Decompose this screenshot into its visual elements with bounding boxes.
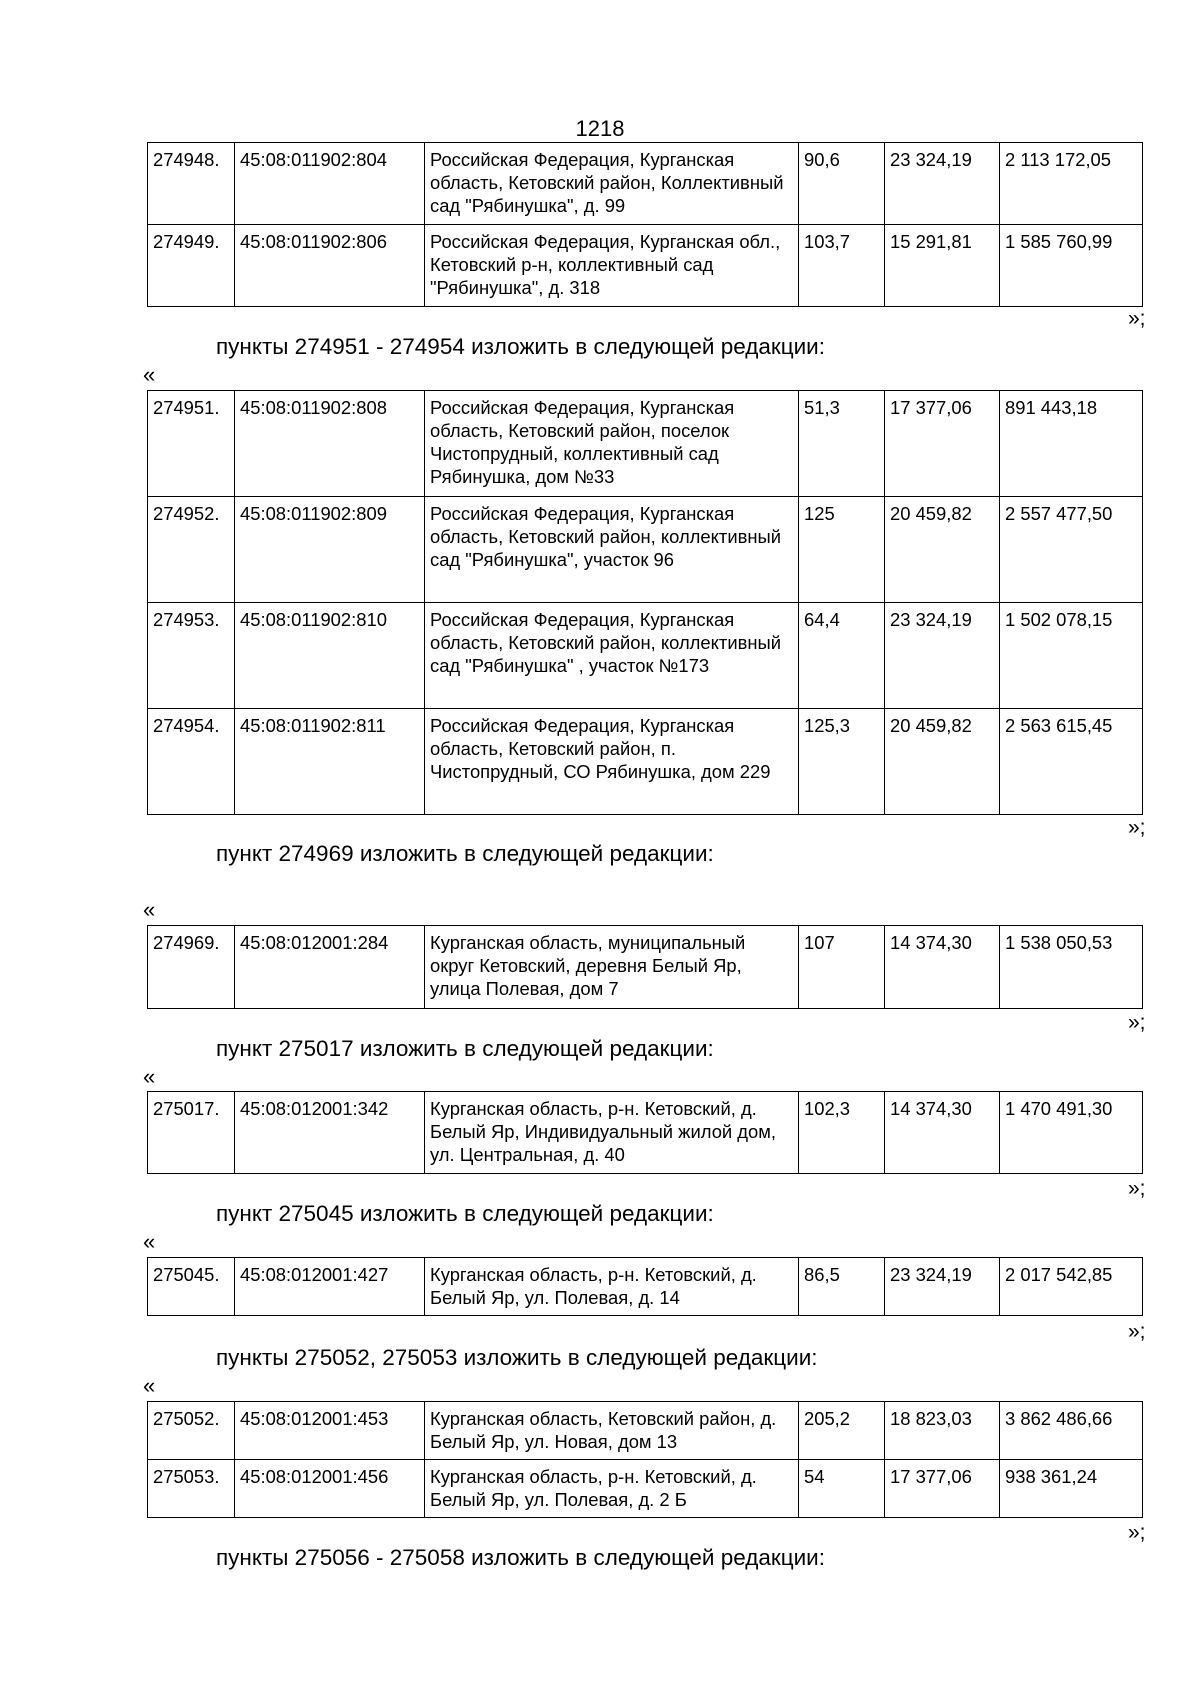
table-row (148, 1092, 1143, 1174)
table-row (148, 143, 1143, 225)
row-number: 274969. (148, 926, 235, 1009)
table-row (148, 391, 1143, 497)
area: 205,2 (799, 1402, 885, 1460)
row-number: 274949. (148, 225, 235, 307)
table-row (148, 709, 1143, 815)
area: 90,6 (799, 143, 885, 225)
address: Российская Федерация, Курганская область, Кетовский район, коллективный сад "Рябинушка" , участок №173 (425, 603, 799, 709)
closing-quote-mark: »; (1128, 1177, 1146, 1200)
cadastral-value: 891 443,18 (1000, 391, 1143, 497)
area: 107 (799, 926, 885, 1009)
row-number: 275053. (148, 1460, 235, 1518)
amendment-instruction: пункт 275017 изложить в следующей редакции: (216, 1036, 714, 1061)
address: Российская Федерация, Курганская область, Кетовский район, поселок Чистопрудный, коллективный сад Рябинушка, дом №33 (425, 391, 799, 497)
row-number: 274951. (148, 391, 235, 497)
address: Курганская область, муниципальный округ Кетовский, деревня Белый Яр, улица Полевая, дом 7 (425, 926, 799, 1009)
cadastral-value: 1 502 078,15 (1000, 603, 1143, 709)
cadastral-number: 45:08:012001:342 (235, 1092, 425, 1174)
row-number: 274954. (148, 709, 235, 815)
closing-quote-mark: »; (1128, 1011, 1146, 1034)
cadastral-value: 3 862 486,66 (1000, 1402, 1143, 1460)
address: Курганская область, р-н. Кетовский, д. Белый Яр, Индивидуальный жилой дом, ул. Центральная, д. 40 (425, 1092, 799, 1174)
area: 125 (799, 497, 885, 603)
cadastral-value: 1 585 760,99 (1000, 225, 1143, 307)
cadastral-number: 45:08:012001:427 (235, 1258, 425, 1316)
row-number: 275052. (148, 1402, 235, 1460)
address: Курганская область, р-н. Кетовский, д. Белый Яр, ул. Полевая, д. 2 Б (425, 1460, 799, 1518)
opening-quote-mark: « (143, 1373, 156, 1398)
opening-quote-mark: « (143, 1064, 156, 1089)
area: 54 (799, 1460, 885, 1518)
property-table-1 (147, 390, 1143, 815)
unit-price: 23 324,19 (885, 1258, 1000, 1316)
unit-price: 20 459,82 (885, 709, 1000, 815)
cadastral-number: 45:08:011902:804 (235, 143, 425, 225)
row-number: 275045. (148, 1258, 235, 1316)
cadastral-value: 2 563 615,45 (1000, 709, 1143, 815)
closing-quote-mark: »; (1128, 307, 1146, 330)
property-table-4 (147, 1257, 1143, 1316)
unit-price: 17 377,06 (885, 391, 1000, 497)
address: Российская Федерация, Курганская область, Кетовский район, п. Чистопрудный, СО Рябинушка, дом 229 (425, 709, 799, 815)
address: Российская Федерация, Курганская область, Кетовский район, Коллективный сад "Рябинушка", д. 99 (425, 143, 799, 225)
opening-quote-mark: « (143, 1229, 156, 1254)
table-row (148, 225, 1143, 307)
address: Курганская область, р-н. Кетовский, д. Белый Яр, ул. Полевая, д. 14 (425, 1258, 799, 1316)
cadastral-value: 1 470 491,30 (1000, 1092, 1143, 1174)
area: 103,7 (799, 225, 885, 307)
address: Курганская область, Кетовский район, д. Белый Яр, ул. Новая, дом 13 (425, 1402, 799, 1460)
table-row (148, 1258, 1143, 1316)
cadastral-value: 2 017 542,85 (1000, 1258, 1143, 1316)
cadastral-value: 1 538 050,53 (1000, 926, 1143, 1009)
unit-price: 23 324,19 (885, 143, 1000, 225)
opening-quote-mark: « (143, 362, 156, 387)
closing-quote-mark: »; (1128, 1521, 1146, 1544)
unit-price: 15 291,81 (885, 225, 1000, 307)
unit-price: 17 377,06 (885, 1460, 1000, 1518)
cadastral-number: 45:08:011902:806 (235, 225, 425, 307)
address: Российская Федерация, Курганская обл., Кетовский р-н, коллективный сад "Рябинушка", д. 318 (425, 225, 799, 307)
row-number: 274948. (148, 143, 235, 225)
property-table-3 (147, 1091, 1143, 1174)
closing-quote-mark: »; (1128, 1320, 1146, 1343)
row-number: 274953. (148, 603, 235, 709)
cadastral-number: 45:08:011902:810 (235, 603, 425, 709)
table-row (148, 1460, 1143, 1518)
cadastral-number: 45:08:012001:456 (235, 1460, 425, 1518)
amendment-instruction: пункт 274969 изложить в следующей редакции: (216, 841, 714, 866)
unit-price: 18 823,03 (885, 1402, 1000, 1460)
page-number: 1218 (575, 116, 625, 141)
amendment-instruction: пункты 275052, 275053 изложить в следующей редакции: (216, 1345, 818, 1370)
cadastral-value: 2 557 477,50 (1000, 497, 1143, 603)
address: Российская Федерация, Курганская область, Кетовский район, коллективный сад "Рябинушка", участок 96 (425, 497, 799, 603)
row-number: 275017. (148, 1092, 235, 1174)
table-row (148, 603, 1143, 709)
cadastral-number: 45:08:011902:809 (235, 497, 425, 603)
cadastral-value: 2 113 172,05 (1000, 143, 1143, 225)
area: 64,4 (799, 603, 885, 709)
unit-price: 14 374,30 (885, 926, 1000, 1009)
property-table-0 (147, 142, 1143, 307)
unit-price: 20 459,82 (885, 497, 1000, 603)
property-table-2 (147, 925, 1143, 1009)
opening-quote-mark: « (143, 897, 156, 922)
property-table-5 (147, 1401, 1143, 1518)
closing-quote-mark: »; (1128, 816, 1146, 839)
area: 86,5 (799, 1258, 885, 1316)
area: 51,3 (799, 391, 885, 497)
unit-price: 23 324,19 (885, 603, 1000, 709)
area: 102,3 (799, 1092, 885, 1174)
table-row (148, 1402, 1143, 1460)
area: 125,3 (799, 709, 885, 815)
amendment-instruction: пункт 275045 изложить в следующей редакции: (216, 1201, 714, 1226)
amendment-instruction: пункты 275056 - 275058 изложить в следующей редакции: (216, 1545, 826, 1570)
table-row (148, 926, 1143, 1009)
cadastral-number: 45:08:011902:811 (235, 709, 425, 815)
amendment-instruction: пункты 274951 - 274954 изложить в следующей редакции: (216, 334, 826, 359)
cadastral-number: 45:08:011902:808 (235, 391, 425, 497)
cadastral-number: 45:08:012001:453 (235, 1402, 425, 1460)
row-number: 274952. (148, 497, 235, 603)
cadastral-number: 45:08:012001:284 (235, 926, 425, 1009)
cadastral-value: 938 361,24 (1000, 1460, 1143, 1518)
table-row (148, 497, 1143, 603)
unit-price: 14 374,30 (885, 1092, 1000, 1174)
